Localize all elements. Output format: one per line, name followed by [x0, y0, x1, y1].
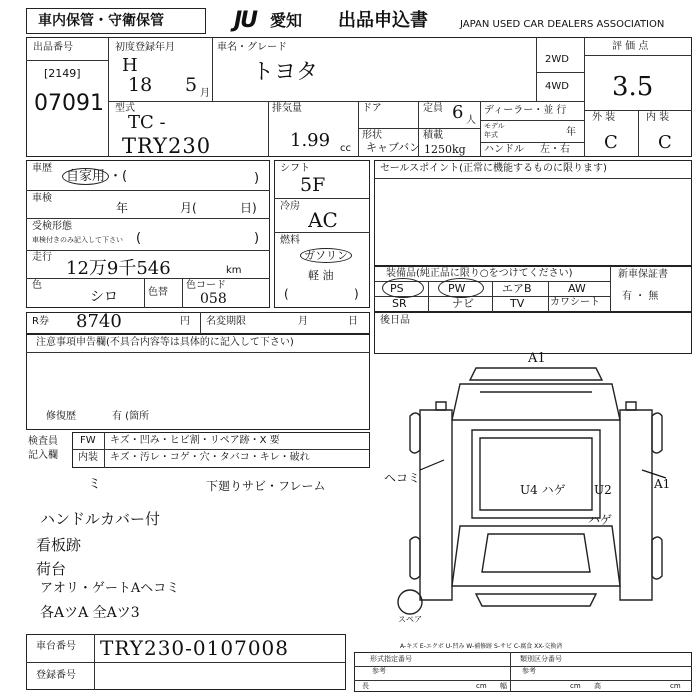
- dealer-model-label: モデル: [484, 122, 505, 130]
- registration-era: H: [122, 55, 138, 76]
- interior-label: 内 装: [646, 112, 670, 123]
- association-name: JAPAN USED CAR DEALERS ASSOCIATION: [460, 19, 665, 30]
- class-ref-label: 参考: [522, 667, 536, 675]
- length-label: 長: [362, 682, 369, 690]
- doors-label: ドア: [362, 103, 382, 114]
- interior-insp-text: キズ・汚レ・コゲ・穴・タバコ・キレ・破れ: [110, 452, 310, 463]
- class-number-label: 類別区分番号: [520, 655, 562, 663]
- equip-ps: PS: [390, 282, 404, 295]
- drive-2wd: 2WD: [545, 54, 569, 65]
- car-damage-diagram: [380, 350, 692, 650]
- mileage-unit: km: [226, 265, 242, 276]
- shift-value: 5F: [300, 174, 326, 196]
- displacement-value: 1.99: [290, 130, 331, 151]
- handle-options: 左・右: [540, 144, 570, 155]
- repair-value: 有 (箇所: [112, 411, 150, 422]
- name-change-month: 月: [298, 316, 308, 327]
- dealer-label: ディーラー・並 行: [484, 105, 567, 116]
- recycle-value: 8740: [76, 311, 122, 332]
- damage-left-mark: ヘコミ: [384, 471, 421, 485]
- remark-5: アオリ・ゲートAヘコミ: [40, 581, 180, 596]
- equip-airbag: エアB: [502, 282, 532, 295]
- interior-grade: C: [658, 132, 672, 153]
- history-value: 自家用: [62, 168, 109, 185]
- notes-box: [26, 334, 370, 430]
- remark-2: ハンドルカバー付: [40, 510, 161, 528]
- registration-month-unit: 月: [200, 88, 210, 99]
- request-open: (: [136, 231, 142, 246]
- history-label: 車歴: [32, 163, 52, 174]
- capacity-unit: 人: [466, 115, 476, 126]
- capacity-label: 定員: [423, 103, 443, 114]
- car-name-value: トヨタ: [252, 60, 319, 85]
- registration-number-label: 登録番号: [36, 670, 76, 681]
- color-code-value: 058: [200, 291, 227, 307]
- lot-bracket-number: [2149]: [44, 67, 81, 80]
- car-name-label: 車名・グレード: [217, 42, 287, 53]
- shift-label: シフト: [280, 163, 310, 174]
- interior-insp-label: 内装: [78, 452, 98, 463]
- sales-point-box: [374, 160, 692, 266]
- color-value: シロ: [90, 289, 118, 305]
- equipment-label: 装備品(純正品に限り○をつけてください): [386, 268, 573, 279]
- inspector-label-1: 検査員: [28, 436, 58, 447]
- request-label: 受検形態: [32, 221, 72, 232]
- fuel-close: ): [354, 287, 359, 301]
- color-code-label: 色コード: [186, 280, 226, 291]
- equip-pw: PW: [448, 282, 466, 295]
- damage-top-mark: A1: [528, 351, 546, 366]
- fuel-gasoline-wrap: [300, 250, 352, 261]
- repair-label: 修復歴: [46, 411, 76, 422]
- remark-3: 看板跡: [36, 536, 82, 554]
- history-value-wrap: [62, 170, 127, 183]
- damage-far-right-mark: A1: [654, 477, 671, 491]
- chassis-label: 車台番号: [36, 641, 76, 652]
- shape-value: キャブバン: [366, 141, 421, 154]
- damage-right-mark-2: ハゲ: [588, 513, 613, 527]
- equip-seat: カワシート: [550, 297, 600, 308]
- recycle-label: R券: [32, 316, 49, 327]
- equip-ps-circle: [382, 278, 424, 298]
- model-prefix: TC -: [128, 112, 166, 133]
- inspection-year: 年: [116, 201, 129, 215]
- remark-4: 荷台: [36, 560, 67, 578]
- mileage-value: 12万9千546: [66, 258, 171, 279]
- fw-text: キズ・凹み・ヒビ割・リペア跡・X 要: [110, 435, 280, 446]
- aircon-value: AC: [308, 208, 338, 232]
- remark-6: 各AツA 全Aツ3: [40, 605, 140, 621]
- equip-pw-circle: [438, 278, 484, 298]
- remark-1b: 下廻りサビ・フレーム: [206, 479, 326, 493]
- type-number-label: 形式指定番号: [370, 655, 412, 663]
- registration-year: 18: [128, 74, 153, 96]
- score-value: 3.5: [612, 72, 654, 102]
- equip-aw: AW: [568, 282, 586, 295]
- length-unit: cm: [476, 682, 487, 690]
- inspector-label-2: 記入欄: [28, 450, 58, 461]
- score-label: 評 価 点: [612, 41, 649, 52]
- inspection-month: 月(: [180, 201, 197, 215]
- width-label: 幅: [500, 682, 507, 690]
- damage-right-mark: U2: [594, 483, 612, 497]
- displacement-label: 排気量: [272, 103, 302, 114]
- damage-legend: A-キズ E-エクボ U-凹み W-補修跡 S-サビ C-腐食 XX-交換済: [400, 643, 563, 650]
- warranty-label: 新車保証書: [618, 269, 668, 280]
- fw-label: FW: [80, 435, 96, 446]
- dealer-year-unit: 年: [566, 127, 576, 138]
- aircon-label: 冷房: [280, 201, 300, 212]
- shape-label: 形状: [362, 130, 382, 141]
- exterior-grade: C: [604, 132, 618, 153]
- height-unit: cm: [670, 682, 681, 690]
- region-label: 愛知: [270, 11, 303, 30]
- drive-4wd: 4WD: [545, 81, 569, 92]
- lot-label: 出品番号: [33, 42, 73, 53]
- equip-navi: ナビ: [452, 297, 474, 310]
- notes-label: 注意事項申告欄(不具合内容等は具体的に記入して下さい): [36, 337, 294, 348]
- name-change-day: 日: [348, 316, 358, 327]
- fuel-label: 燃料: [280, 235, 300, 246]
- capacity-value: 6: [452, 102, 464, 123]
- remark-1: ミ: [88, 477, 102, 492]
- after-box: [374, 312, 692, 354]
- damage-center-mark: U4 ハゲ: [520, 483, 566, 497]
- model-label: 型式: [115, 103, 135, 114]
- form-title: 出品申込書: [338, 10, 428, 31]
- equip-sr: SR: [392, 297, 407, 310]
- fuel-gasoline: ガソリン: [300, 248, 352, 263]
- load-value: 1250kg: [424, 143, 466, 156]
- type-ref-label: 参考: [372, 667, 386, 675]
- registration-month: 5: [185, 74, 198, 96]
- storage-label: 車内保管・守衛保管: [38, 13, 164, 29]
- color-label: 色: [32, 280, 42, 291]
- chassis-number: TRY230-0107008: [100, 636, 289, 660]
- inspection-day: 日): [240, 201, 257, 215]
- recycle-unit: 円: [180, 316, 190, 327]
- sales-point-label: セールスポイント(正常に機能するものに限ります): [380, 163, 607, 174]
- equip-tv: TV: [510, 297, 525, 310]
- history-close: ): [254, 171, 260, 186]
- fuel-diesel: 軽 油: [308, 269, 334, 282]
- fuel-open: (: [284, 287, 289, 301]
- request-close: ): [254, 231, 260, 246]
- displacement-unit: cc: [340, 143, 351, 154]
- lot-number: 07091: [34, 91, 104, 116]
- warranty-options: 有 ・ 無: [622, 291, 659, 302]
- ju-logo: JU: [234, 8, 257, 33]
- history-rest: ・(: [109, 169, 128, 184]
- width-unit: cm: [570, 682, 581, 690]
- mileage-label: 走行: [32, 252, 52, 263]
- model-code: TRY230: [122, 134, 212, 158]
- name-change-label: 名変期限: [206, 316, 246, 327]
- registration-label: 初度登録年月: [115, 42, 175, 53]
- height-label: 高: [594, 682, 601, 690]
- exterior-label: 外 装: [592, 112, 616, 123]
- dealer-year-label: 年式: [484, 131, 498, 139]
- after-label: 後日品: [380, 315, 410, 326]
- handle-label: ハンドル: [484, 144, 524, 155]
- load-label: 積載: [423, 130, 443, 141]
- color-change-label: 色替: [148, 287, 168, 298]
- request-note: 車検付きのみ記入して下さい: [32, 236, 123, 244]
- inspection-label: 車検: [32, 193, 52, 204]
- spare-label: スペア: [398, 615, 422, 624]
